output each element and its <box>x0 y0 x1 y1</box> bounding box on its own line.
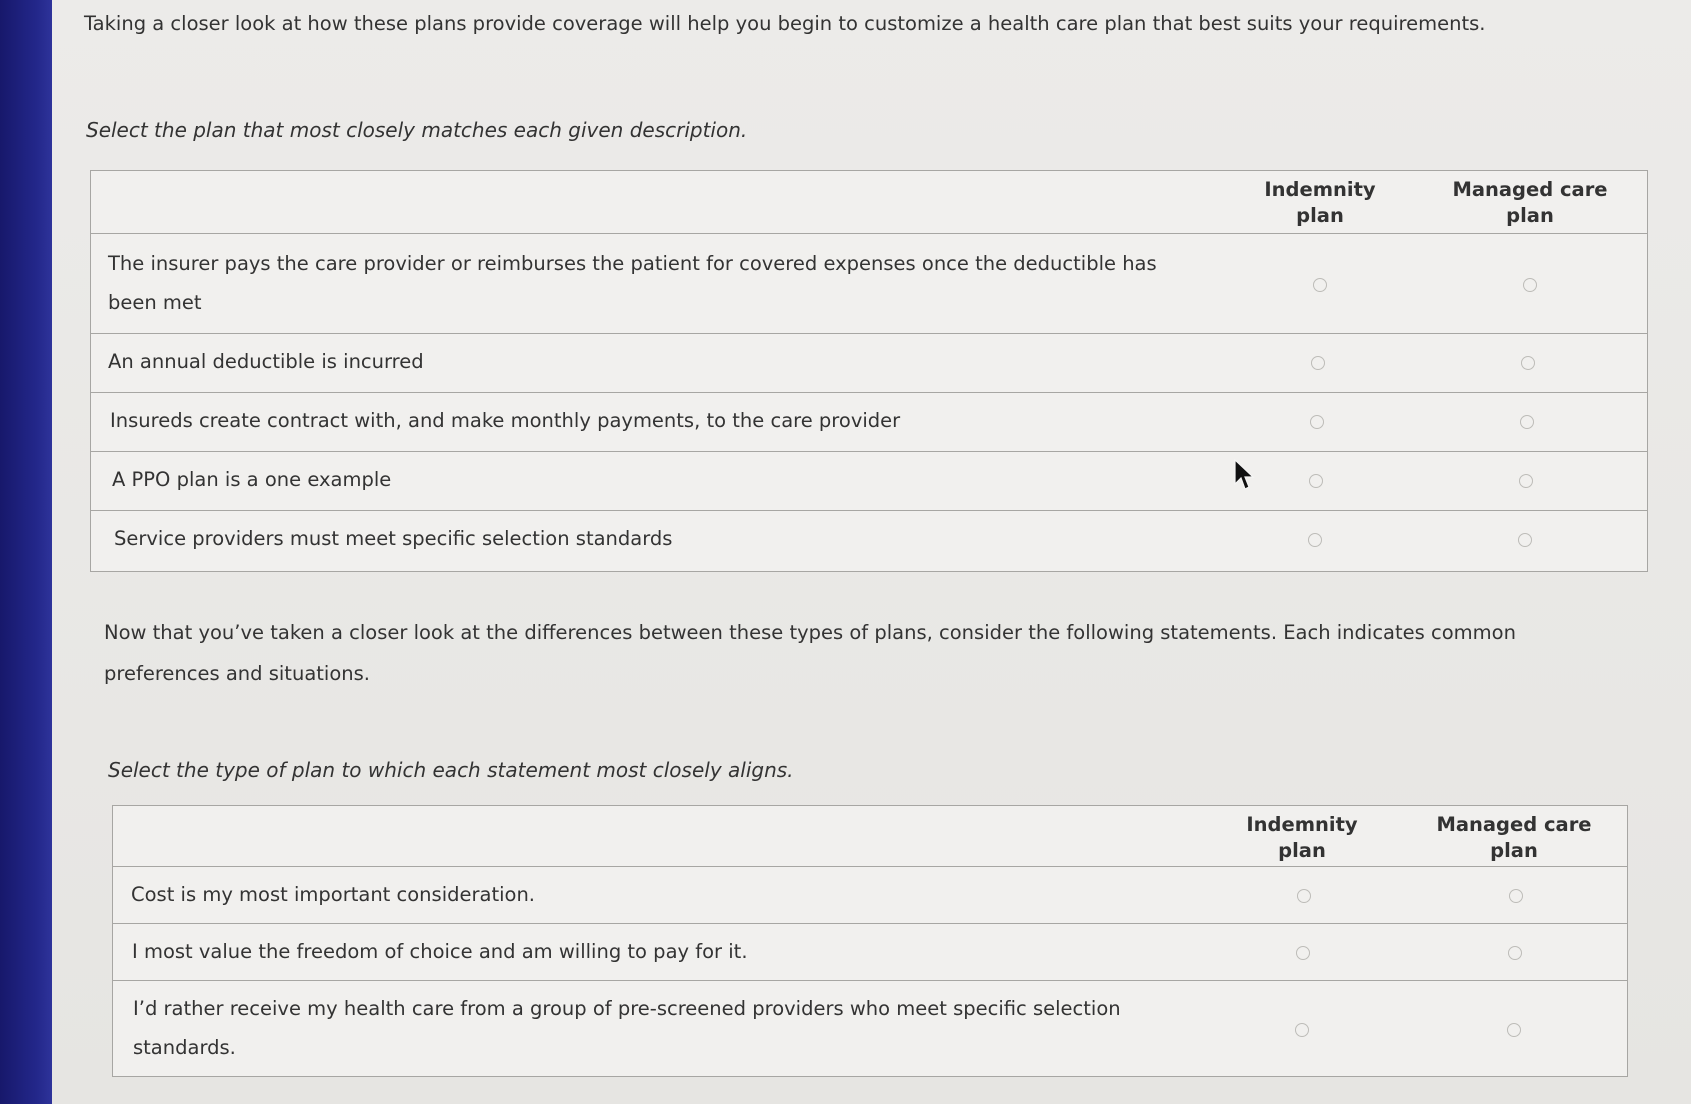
radio-managed-care[interactable] <box>1523 278 1537 292</box>
row-label: The insurer pays the care provider or reimburses the patient for covered expenses once the deductible has been met <box>108 252 1157 314</box>
window-left-edge <box>0 0 52 1104</box>
mouse-cursor-icon <box>1233 458 1255 492</box>
row-label: A PPO plan is a one example <box>112 468 392 491</box>
section1-instruction: Select the plan that most closely matches each given description. <box>86 118 748 142</box>
radio-managed-care[interactable] <box>1520 415 1534 429</box>
radio-managed-care[interactable] <box>1518 533 1532 547</box>
preference-table <box>112 805 1628 1077</box>
radio-managed-care[interactable] <box>1508 946 1522 960</box>
intro-text: Taking a closer look at how these plans provide coverage will help you begin to customize a health care plan that best suits your requirements. <box>84 12 1486 35</box>
radio-indemnity[interactable] <box>1309 474 1323 488</box>
radio-indemnity[interactable] <box>1297 889 1311 903</box>
radio-managed-care[interactable] <box>1507 1023 1521 1037</box>
radio-managed-care[interactable] <box>1521 356 1535 370</box>
radio-indemnity[interactable] <box>1308 533 1322 547</box>
row-label: Service providers must meet specific selection standards <box>114 527 673 550</box>
column-indemnity: Indemnity plan <box>1246 813 1358 862</box>
plan-match-table <box>90 170 1648 572</box>
transition-text: Now that you’ve taken a closer look at the differences between these types of plans, consider the following statements. Each indicates common preferences and situations. <box>104 621 1516 685</box>
radio-indemnity[interactable] <box>1313 278 1327 292</box>
column-managed-care: Managed care plan <box>1452 178 1608 227</box>
column-indemnity: Indemnity plan <box>1264 178 1376 227</box>
row-label: I most value the freedom of choice and am willing to pay for it. <box>132 940 748 963</box>
table-row <box>113 867 1627 924</box>
table-row <box>91 393 1647 452</box>
table-row <box>91 334 1647 393</box>
table-row <box>91 511 1647 569</box>
row-label: Insureds create contract with, and make monthly payments, to the care provider <box>110 409 901 432</box>
radio-indemnity[interactable] <box>1310 415 1324 429</box>
table-header <box>113 806 1627 867</box>
table-row <box>91 452 1647 511</box>
radio-indemnity[interactable] <box>1295 1023 1309 1037</box>
table-row <box>113 981 1627 1077</box>
row-label: I’d rather receive my health care from a group of pre-screened providers who meet specific selection standards. <box>133 997 1121 1059</box>
table-row <box>113 924 1627 981</box>
radio-indemnity[interactable] <box>1296 946 1310 960</box>
column-managed-care: Managed care plan <box>1436 813 1592 862</box>
radio-indemnity[interactable] <box>1311 356 1325 370</box>
section2-instruction: Select the type of plan to which each statement most closely aligns. <box>108 758 794 782</box>
radio-managed-care[interactable] <box>1519 474 1533 488</box>
table-header <box>91 171 1647 234</box>
radio-managed-care[interactable] <box>1509 889 1523 903</box>
table-row <box>91 234 1647 334</box>
row-label: An annual deductible is incurred <box>108 350 424 373</box>
row-label: Cost is my most important consideration. <box>131 883 536 906</box>
